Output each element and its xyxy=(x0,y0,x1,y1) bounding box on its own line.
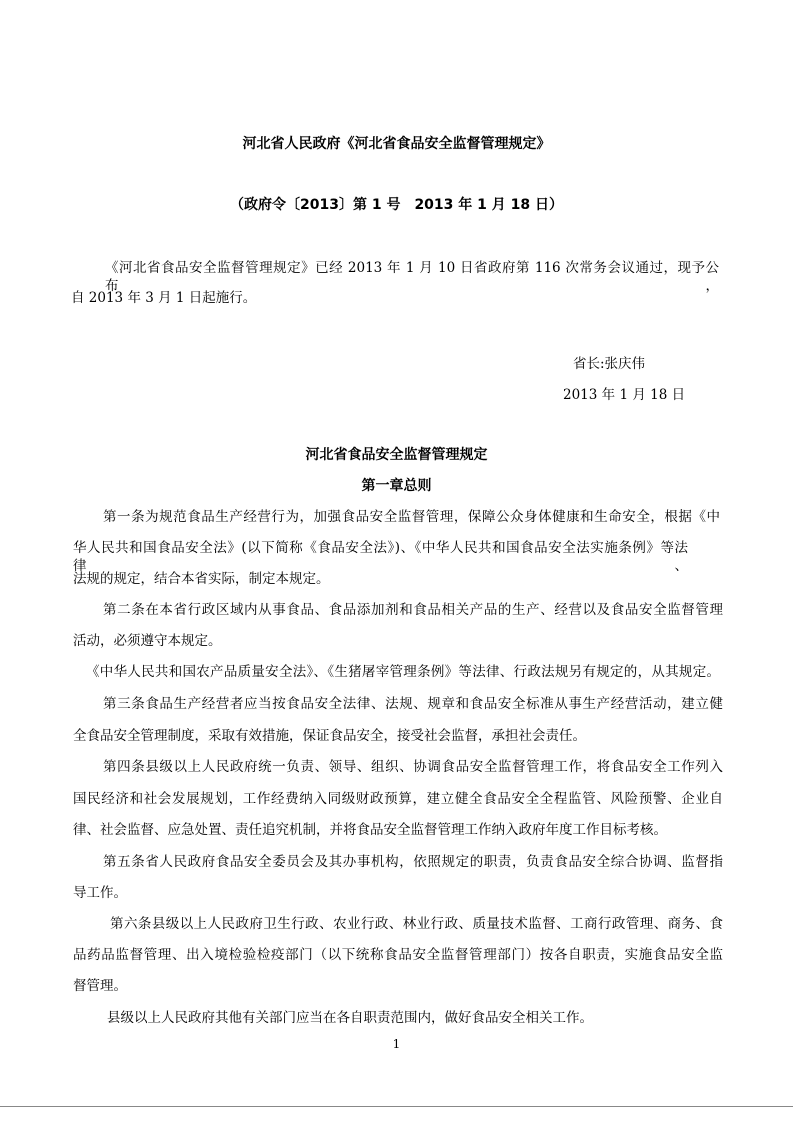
article-6-line-4: 县级以上人民政府其他有关部门应当在各自职责范围内，做好食品安全相关工作。 xyxy=(107,1010,593,1026)
article-6-line-2: 品药品监督管理、出入境检验检疫部门（以下统称食品安全监督管理部门）按各自职责，实施食品安全监 xyxy=(73,947,723,963)
signature-date: 2013 年 1 月 18 日 xyxy=(563,387,686,403)
article-1-line-2: 华人民共和国食品安全法》(以下简称《食品安全法》)、《中华人民共和国食品安全法实施条例》等法律、 xyxy=(73,540,688,574)
article-2-line-1: 第二条在本省行政区域内从事食品、食品添加剂和食品相关产品的生产、经营以及食品安全监督管理 xyxy=(103,602,723,618)
announcement-line-2: 自 2013 年 3 月 1 日起施行。 xyxy=(71,290,257,306)
decree-line: （政府令〔2013〕第 1 号 2013 年 1 月 18 日） xyxy=(229,197,563,213)
signature: 省长:张庆伟 xyxy=(573,356,646,372)
article-3-line-2: 全食品安全管理制度，采取有效措施，保证食品安全，接受社会监督，承担社会责任。 xyxy=(73,728,586,744)
article-6-line-1: 第六条县级以上人民政府卫生行政、农业行政、林业行政、质量技术监督、工商行政管理、商务、食 xyxy=(110,916,723,932)
article-4-line-2: 国民经济和社会发展规划，工作经费纳入同级财政预算，建立健全食品安全全程监管、风险预警、企业自 xyxy=(73,791,723,807)
article-5-line-2: 导工作。 xyxy=(73,885,127,901)
article-4-line-3: 律、社会监督、应急处置、责任追究机制，并将食品安全监督管理工作纳入政府年度工作目标考核。 xyxy=(73,822,667,838)
page-bottom-rule xyxy=(0,1106,793,1107)
regulation-title: 河北省食品安全监督管理规定 xyxy=(305,447,488,463)
article-3-line-1: 第三条食品生产经营者应当按食品安全法律、法规、规章和食品安全标准从事生产经营活动，建立健 xyxy=(103,696,723,712)
page-number: 1 xyxy=(392,1037,401,1051)
article-1-line-1: 第一条为规范食品生产经营行为，加强食品安全监督管理，保障公众身体健康和生命安全，根据《中 xyxy=(103,509,720,525)
chapter-title: 第一章总则 xyxy=(361,478,432,494)
article-4-line-1: 第四条县级以上人民政府统一负责、领导、组织、协调食品安全监督管理工作，将食品安全工作列入 xyxy=(103,759,723,775)
article-5-line-1: 第五条省人民政府食品安全委员会及其办事机构，依照规定的职责，负责食品安全综合协调、监督指 xyxy=(103,854,723,870)
article-2-line-3: 《中华人民共和国农产品质量安全法》、《生猪屠宰管理条例》等法律、行政法规另有规定的，从其规定。 xyxy=(86,664,720,680)
main-title: 河北省人民政府《河北省食品安全监督管理规定》 xyxy=(242,136,551,152)
article-2-line-2: 活动，必须遵守本规定。 xyxy=(73,633,222,649)
announcement-line-1: 《河北省食品安全监督管理规定》已经 2013 年 1 月 10 日省政府第 116 次常务会议通过，现予公布， xyxy=(105,260,719,294)
article-6-line-3: 督管理。 xyxy=(73,978,127,994)
article-1-line-3: 法规的规定，结合本省实际，制定本规定。 xyxy=(73,571,330,587)
